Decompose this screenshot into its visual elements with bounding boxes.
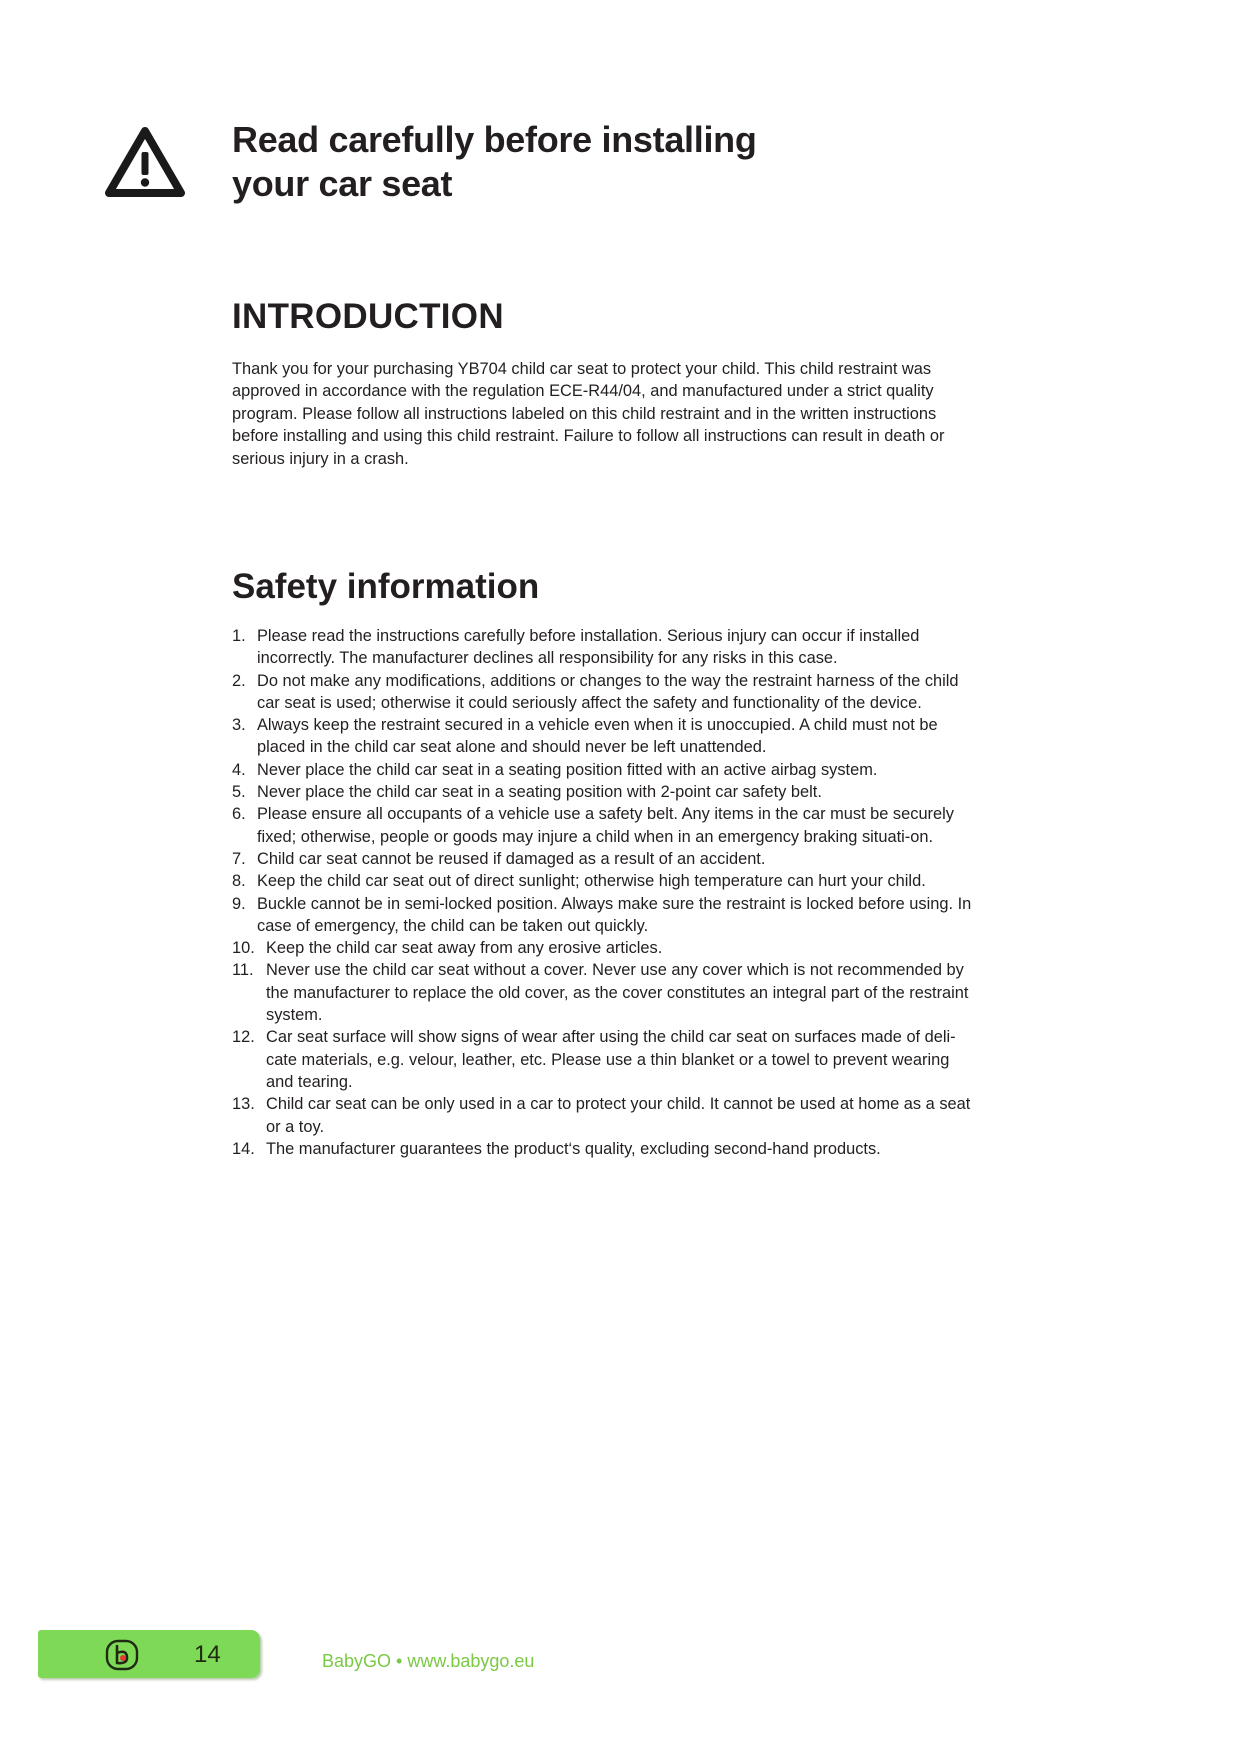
safety-item-1 [232,625,977,670]
item-number: 12. [232,1028,255,1047]
item-text: Child car seat can be only used in a car to protect your child. It cannot be used at home as a seat or a toy. [266,1095,971,1136]
page-title-line-1: Read carefully before installing [232,119,757,160]
item-number: 10. [232,939,255,958]
safety-item-5 [232,781,977,803]
introduction-heading: INTRODUCTION [232,297,504,336]
safety-item-4 [232,759,977,781]
safety-item-13 [232,1093,977,1138]
footer-brand: BabyGO • www.babygo.eu [322,1651,535,1671]
safety-item-6 [232,803,977,848]
safety-item-9 [232,893,977,938]
safety-item-10 [232,937,977,959]
item-text: The manufacturer guarantees the product‘s quality, excluding second-hand products. [266,1139,881,1158]
item-number: 6. [232,805,246,824]
item-number: 11. [232,961,254,980]
item-number: 5. [232,783,246,802]
page-number: 14 [194,1641,221,1668]
safety-heading: Safety information [232,567,540,606]
item-text: Keep the child car seat away from any erosive articles. [266,939,663,958]
item-text: Never place the child car seat in a seating position fitted with an active airbag system. [257,760,878,779]
item-text: Please read the instructions carefully before installation. Serious injury can occur if installed incorrectly. The manufacturer declines all responsibility for any risks in this case. [257,627,920,668]
page-title [232,118,757,206]
item-text: Please ensure all occupants of a vehicle use a safety belt. Any items in the car must be securely fixed; otherwise, people or goods may injure a child when in an emergency braking situati-on. [257,805,954,846]
safety-list [232,625,977,1160]
item-text: Never use the child car seat without a cover. Never use any cover which is not recommended by the manufacturer to replace the old cover, as the cover constitutes an integral part of the restraint system. [266,961,969,1025]
safety-item-3 [232,714,977,759]
page-number-tab [38,1630,260,1678]
safety-item-2 [232,670,977,715]
item-text: Always keep the restraint secured in a vehicle even when it is unoccupied. A child must not be placed in the child car seat alone and should never be left unattended. [257,716,938,757]
item-text: Child car seat cannot be reused if damaged as a result of an accident. [257,849,766,868]
item-number: 4. [232,760,246,779]
item-text: Do not make any modifications, additions or changes to the way the restraint harness of the child car seat is used; otherwise it could seriously affect the safety and functionality of the device. [257,671,959,712]
item-text: Car seat surface will show signs of wear after using the child car seat on surfaces made of deli-cate materials, e.g. velour, leather, etc. Please use a thin blanket or a towel to prevent wearing and tearing. [266,1028,956,1091]
item-number: 13. [232,1095,255,1114]
item-number: 2. [232,671,246,690]
safety-item-7 [232,848,977,870]
page-title-line-2: your car seat [232,163,453,204]
item-number: 7. [232,849,246,868]
item-text: Keep the child car seat out of direct sunlight; otherwise high temperature can hurt your child. [257,872,926,891]
item-text: Never place the child car seat in a seating position with 2-point car safety belt. [257,783,822,802]
item-number: 3. [232,716,246,735]
item-number: 14. [232,1139,255,1158]
item-number: 9. [232,894,246,913]
safety-item-14 [232,1138,977,1160]
safety-item-11 [232,959,977,1026]
warning-icon [104,126,186,198]
safety-item-8 [232,870,977,892]
safety-item-12 [232,1026,977,1093]
item-text: Buckle cannot be in semi-locked position. Always make sure the restraint is locked before using. In case of emergency, the child can be taken out quickly. [257,894,972,935]
introduction-paragraph: Thank you for your purchasing YB704 child car seat to protect your child. This child restraint was approved in accordance with the regulation ECE-R44/04, and manufactured under a strict quality program. Please follow all instructions labeled on this child restraint and in the written instructions before installing and using this child restraint. Failure to follow all instructions can result in death or serious injury in a crash. [232,360,945,468]
item-number: 8. [232,872,246,891]
babygo-logo-icon [104,1638,140,1672]
item-number: 1. [232,627,246,645]
